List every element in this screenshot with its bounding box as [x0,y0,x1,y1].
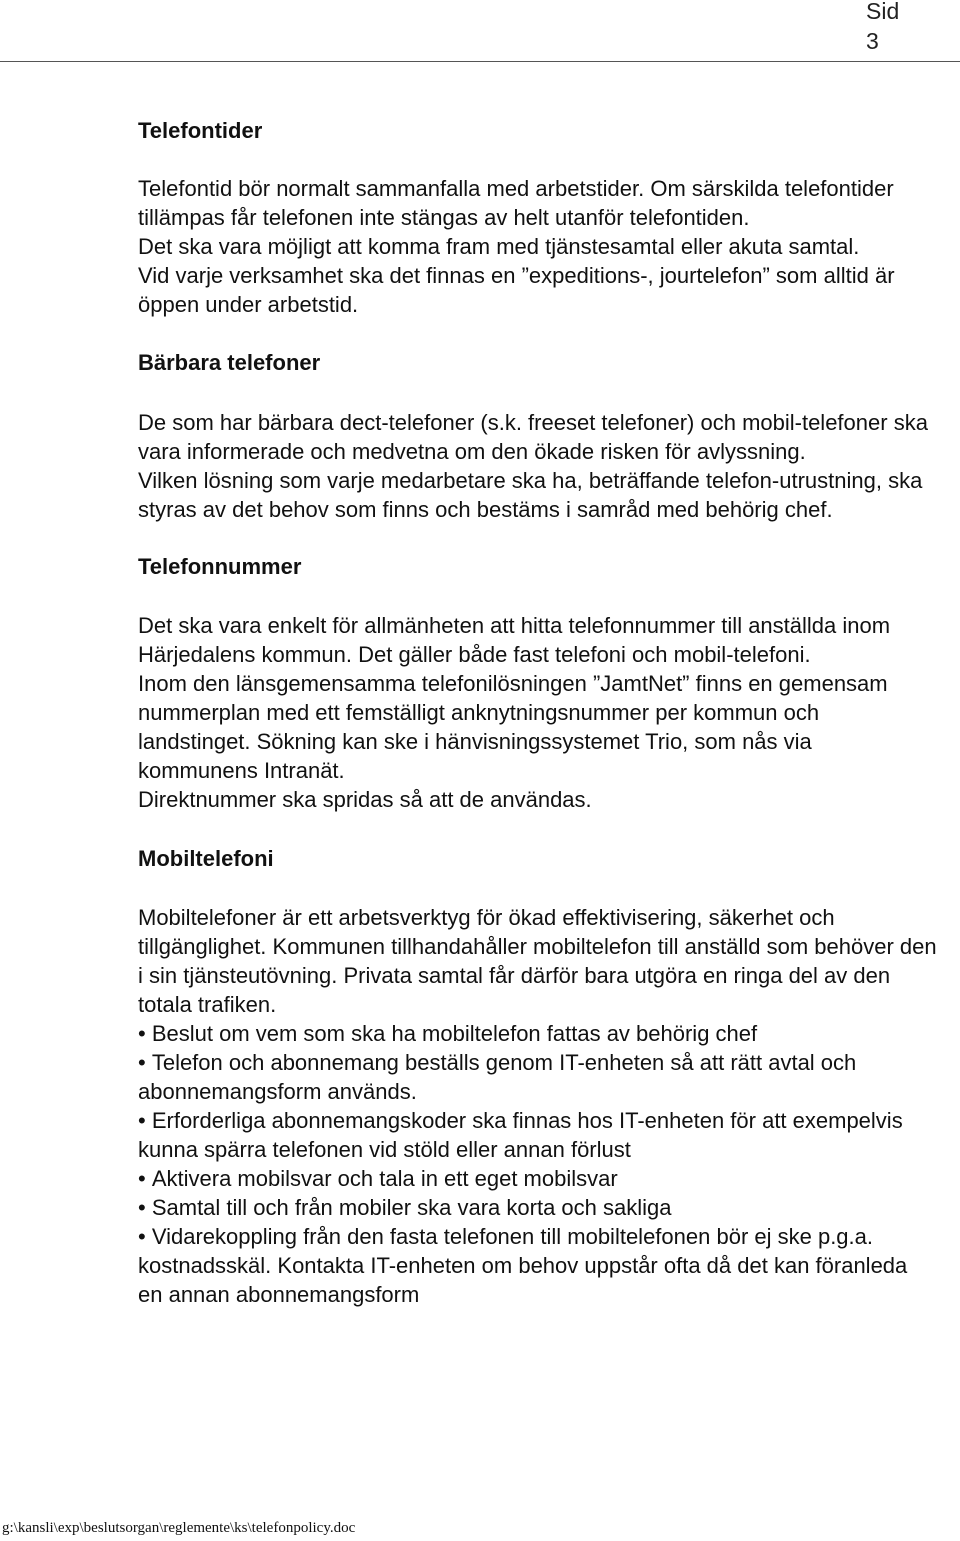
section-barbara-telefoner [138,348,953,524]
paragraph: Det ska vara enkelt för allmänheten att hitta telefonnummer till anställda inom Härjedalens kommun. Det gäller både fast telefoni och mobil-telefoni. [138,613,891,667]
page-header [0,0,960,62]
section-body [138,903,953,1309]
paragraph: Vid varje verksamhet ska det finnas en ”expeditions-, jourtelefon” som alltid är öppen under arbetstid. [138,263,895,317]
bullet-item: • Erforderliga abonnemangskoder ska finnas hos IT-enheten för att exempelvis kunna spärra telefonen vid stöld eller annan förlust [138,1106,928,1164]
section-body [138,408,953,524]
section-heading: Telefonnummer [138,554,302,579]
bullet-item: • Samtal till och från mobiler ska vara korta och sakliga [138,1193,928,1222]
section-heading: Telefontider [138,118,263,143]
section-heading: Bärbara telefoner [138,350,321,375]
paragraph: Telefontid bör normalt sammanfalla med arbetstider. Om särskilda telefontider tillämpas får telefonen inte stängas av helt utanför telefontiden. [138,176,894,230]
paragraph: Mobiltelefoner är ett arbetsverktyg för ökad effektivisering, säkerhet och tillgänglighet. Kommunen tillhandahåller mobiltelefon till anställd som behöver den i sin tjänsteutövning. Privata samtal får därför bara utgöra en ringa del av den totala trafiken. [138,905,937,1017]
section-mobiltelefoni [138,844,953,1309]
page-number-block [866,0,899,56]
bullet-list [138,1019,953,1309]
section-telefontider [138,116,953,319]
footer-file-path: g:\kansli\exp\beslutsorgan\reglemente\ks\telefonpolicy.doc [2,1520,356,1536]
bullet-item: • Beslut om vem som ska ha mobiltelefon fattas av behörig chef [138,1019,928,1048]
header-divider [0,61,960,62]
section-telefonnummer [138,552,953,814]
section-body [138,174,953,319]
paragraph: Vilken lösning som varje medarbetare ska ha, beträffande telefon-utrustning, ska styras av det behov som finns och bestäms i samråd med behörig chef. [138,468,923,522]
paragraph: De som har bärbara dect-telefoner (s.k. freeset telefoner) och mobil-telefoner ska vara informerade och medvetna om den ökade risken för avlyssning. [138,410,928,464]
bullet-item: • Vidarekoppling från den fasta telefonen till mobiltelefonen bör ej ske p.g.a. kostnadsskäl. Kontakta IT-enheten om behov uppstår ofta då det kan föranleda en annan abonnemangsform [138,1222,928,1309]
paragraph: Direktnummer ska spridas så att de användas. [138,787,592,812]
section-body [138,611,953,814]
paragraph: Inom den länsgemensamma telefonilösningen ”JamtNet” finns en gemensam nummerplan med ett femställigt anknytningsnummer per kommun och landstinget. Sökning kan ske i hänvisningssystemet Trio, som nås via kommunens Intranät. [138,671,888,783]
page-label: Sid [866,0,900,24]
section-heading: Mobiltelefoni [138,846,274,871]
bullet-item: • Aktivera mobilsvar och tala in ett eget mobilsvar [138,1164,928,1193]
bullet-item: • Telefon och abonnemang beställs genom IT-enheten så att rätt avtal och abonnemangsform används. [138,1048,928,1106]
paragraph: Det ska vara möjligt att komma fram med tjänstesamtal eller akuta samtal. [138,234,860,259]
page-number: 3 [866,28,879,54]
document-body [138,113,953,1309]
